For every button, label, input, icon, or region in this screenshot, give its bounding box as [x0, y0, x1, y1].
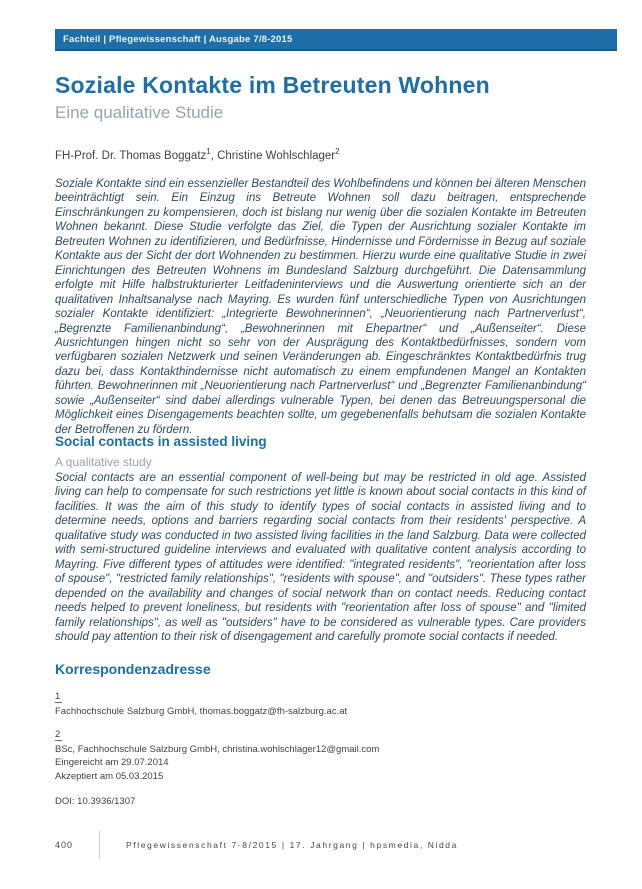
abstract-german: Soziale Kontakte sind ein essenzieller Bestandteil des Wohlbefindens und können bei älteren Menschen beeinträchtigt sein. Ein Einzug ins Betreute Wohnen soll dazu beitragen, entsprechende Einschränkungen zu kompensieren, doch ist bislang nur wenig über die sozialen Kontakte im Betreuten Wohnen bekannt. Diese Studie verfolgte das Ziel, die Typen der Ausrichtung sozialer Kontakte im Betreuten Wohnen zu identifizieren, und Bedürfnisse, Hindernisse und Fördernisse in Bezug auf soziale Kontakte aus der Sicht der dort Wohnenden zu bestimmen. Hierzu wurde eine qualitative Studie in zwei Einrichtungen des Betreuten Wohnens im Bundesland Salzburg durchgeführt. Die Datensammlung erfolgte mit Hilfe halbstrukturierter Leitfadeninterviews und die Auswertung orientierte sich an der qualitativen Inhaltsanalyse nach Mayring. Es wurden fünf unterschiedliche Typen von Ausrichtungen sozialer Kontakte identifiziert: „Integrierte Bewohnerinnen“, „Neuorientierung nach Partnerverlust“, „Begrenzte Familienanbindung“, „Bewohnerinnen mit Ehepartner“ und „Außenseiter“. Diese Ausrichtungen hingen nicht so sehr von der Ausprägung des Kontaktbedürfnisses, sondern vom verfügbaren sozialen Netzwerk und seinen Veränderungen ab. Eingeschränktes Kontaktbedürfnis trug dazu bei, dass Kontakthindernisse nicht automatisch zu einem empfundenen Mangel an Kontakten führten. Bewohnerinnen mit „Neuorientierung nach Partnerverlust“ und „Begrenzter Familienanbindung“ sowie „Außenseiter“ sind dabei allerdings vulnerable Typen, bei denen das Betreuungspersonal die Möglichkeit eines Disengagements beachten sollte, um gegebenenfalls behutsam die sozialen Kontakte der Betroffenen zu fördern.	[55, 178, 586, 436]
correspondence-block	[55, 686, 587, 762]
submission-dates	[55, 756, 587, 784]
author-2: , Christine Wohlschlager	[210, 149, 336, 162]
accepted-date: Akzeptiert am 05.03.2015	[55, 771, 164, 782]
authors-line	[55, 147, 587, 162]
author-2-footnote: 2	[335, 147, 340, 156]
article-title: Soziale Kontakte im Betreuten Wohnen	[55, 72, 490, 98]
abstract-english: Social contacts are an essential component of well-being but may be restricted in old age. Assisted living can help to compensate for such restrictions yet little is known about social contacts in this kind of facilities. It was the aim of this study to identify types of social contacts in assisted living and to determine needs, options and barriers regarding social contacts from their residents' perspective. A qualitative study was conducted in two assisted living facilities in the land Salzburg. Data were collected with semi-structured guideline interviews and evaluated with qualitative content analysis according to Mayring. Five different types of attitudes were identified: "integrated residents", "reorientation after loss of spouse", "restricted family relationships", "residents with spouse", and "outsiders". These types rather depended on the availability and changes of social network than on contact needs. Reducing contact needs helped to prevent loneliness, but residents with "reorientation after loss of spouse" and "limited family relationships", as well as "outsiders" have to be considered as vulnerable types. Care providers should pay attention to their risk of disengagement and carefully promote social contacts if needed.	[55, 472, 586, 643]
journal-info: Pflegewissenschaft 7-8/2015 | 17. Jahrgang | hpsmedia, Nidda	[126, 840, 458, 850]
doi-line: DOI: 10.3936/1307	[55, 796, 136, 807]
english-title: Social contacts in assisted living	[55, 434, 267, 449]
footnote-marker-1: 1	[55, 691, 61, 702]
correspondence-address-1: Fachhochschule Salzburg GmbH, thomas.boggatz@fh-salzburg.ac.at	[55, 706, 348, 717]
header-bar-text: Fachteil | Pflegewissenschaft | Ausgabe 7/8-2015	[63, 33, 293, 45]
journal-header-bar	[55, 29, 617, 51]
page-footer	[55, 830, 617, 860]
footnote-marker-2: 2	[55, 729, 61, 740]
english-subtitle: A qualitative study	[55, 455, 152, 469]
footer-divider	[99, 831, 100, 859]
page-number: 400	[55, 840, 74, 850]
correspondence-address-2: BSc, Fachhochschule Salzburg GmbH, christina.wohlschlager12@gmail.com	[55, 744, 380, 755]
correspondence-heading: Korrespondenzadresse	[55, 661, 211, 677]
author-1-footnote: 1	[206, 147, 211, 156]
submitted-date: Eingereicht am 29.07.2014	[55, 757, 169, 768]
article-subtitle: Eine qualitative Studie	[55, 103, 224, 122]
author-1: FH-Prof. Dr. Thomas Boggatz	[55, 149, 207, 162]
